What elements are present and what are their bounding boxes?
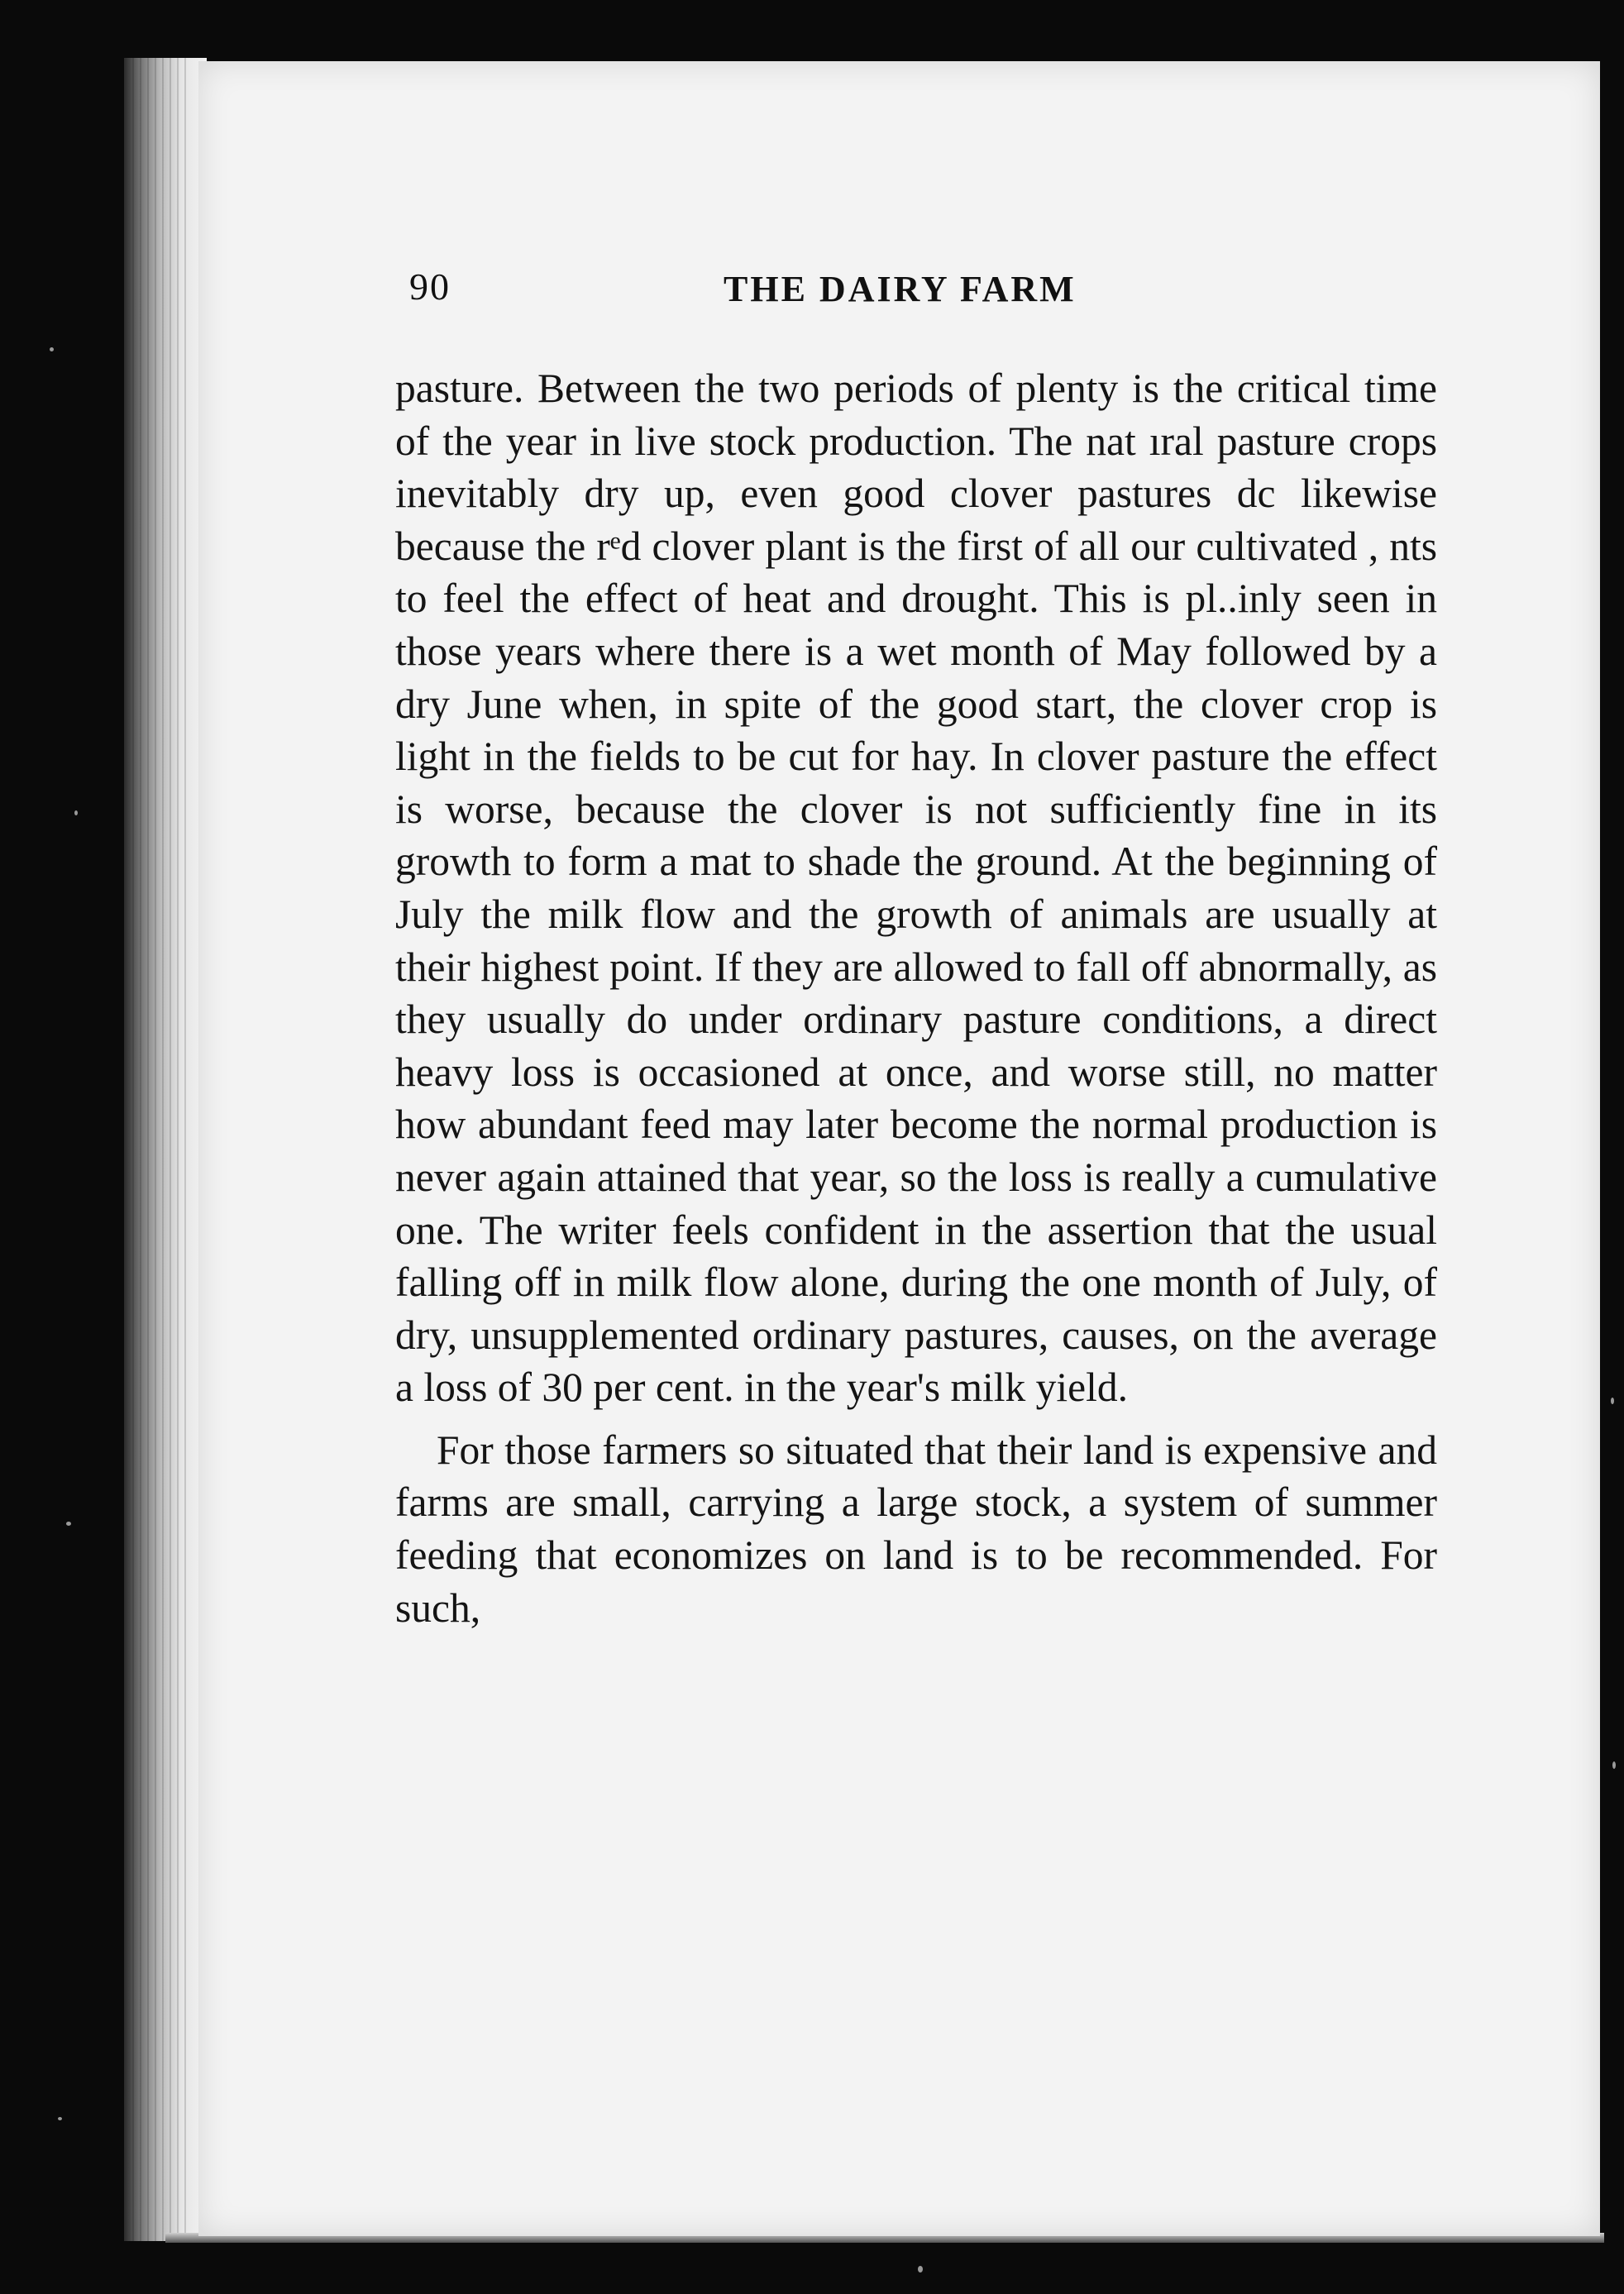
running-head: THE DAIRY FARM xyxy=(724,269,1077,309)
book-spine-texture xyxy=(132,58,190,2241)
body-text xyxy=(395,362,1437,1634)
paragraph: pasture. Between the two periods of plenty is the critical time of the year in live stock production. The nat ıral pasture crops inevitably dry up, even good clover pastures dc likewise because the rᵉd clover plant is the first of all our cultivated , nts to feel the effect of heat and drought. This is pl..inly seen in those years where there is a wet month of May followed by a dry June when, in spite of the good start, the clover crop is light in the fields to be cut for hay. In clover pasture the effect is worse, because the clover is not sufficiently fine in its growth to form a mat to shade the ground. At the beginning of July the milk flow and the growth of animals are usually at their highest point. If they are allowed to fall off abnormally, as they usually do under ordinary pasture conditions, a direct heavy loss is occasioned at once, and worse still, no matter how abundant feed may later become the normal production is never again attained that year, so the loss is really a cumulative one. The writer feels confident in the assertion that the usual falling off in milk flow alone, during the one month of July, of dry, unsupplemented ordinary pastures, causes, on the average a loss of 30 per cent. in the year's milk yield. xyxy=(395,366,1437,1411)
page-header xyxy=(409,265,1402,323)
scan-speck xyxy=(66,1522,71,1526)
scan-speck xyxy=(50,347,54,351)
scan-speck xyxy=(74,810,78,815)
scan-speck xyxy=(1611,1398,1614,1404)
scan-speck xyxy=(918,2266,923,2272)
scan-speck xyxy=(58,2117,62,2120)
paragraph: For those farmers so situated that their land is expensive and farms are small, carrying a large stock, a system of summer feeding that economizes on land is to be recommended. For such, xyxy=(395,1427,1437,1631)
scan-speck xyxy=(1612,1761,1616,1769)
page-number: 90 xyxy=(409,265,451,308)
